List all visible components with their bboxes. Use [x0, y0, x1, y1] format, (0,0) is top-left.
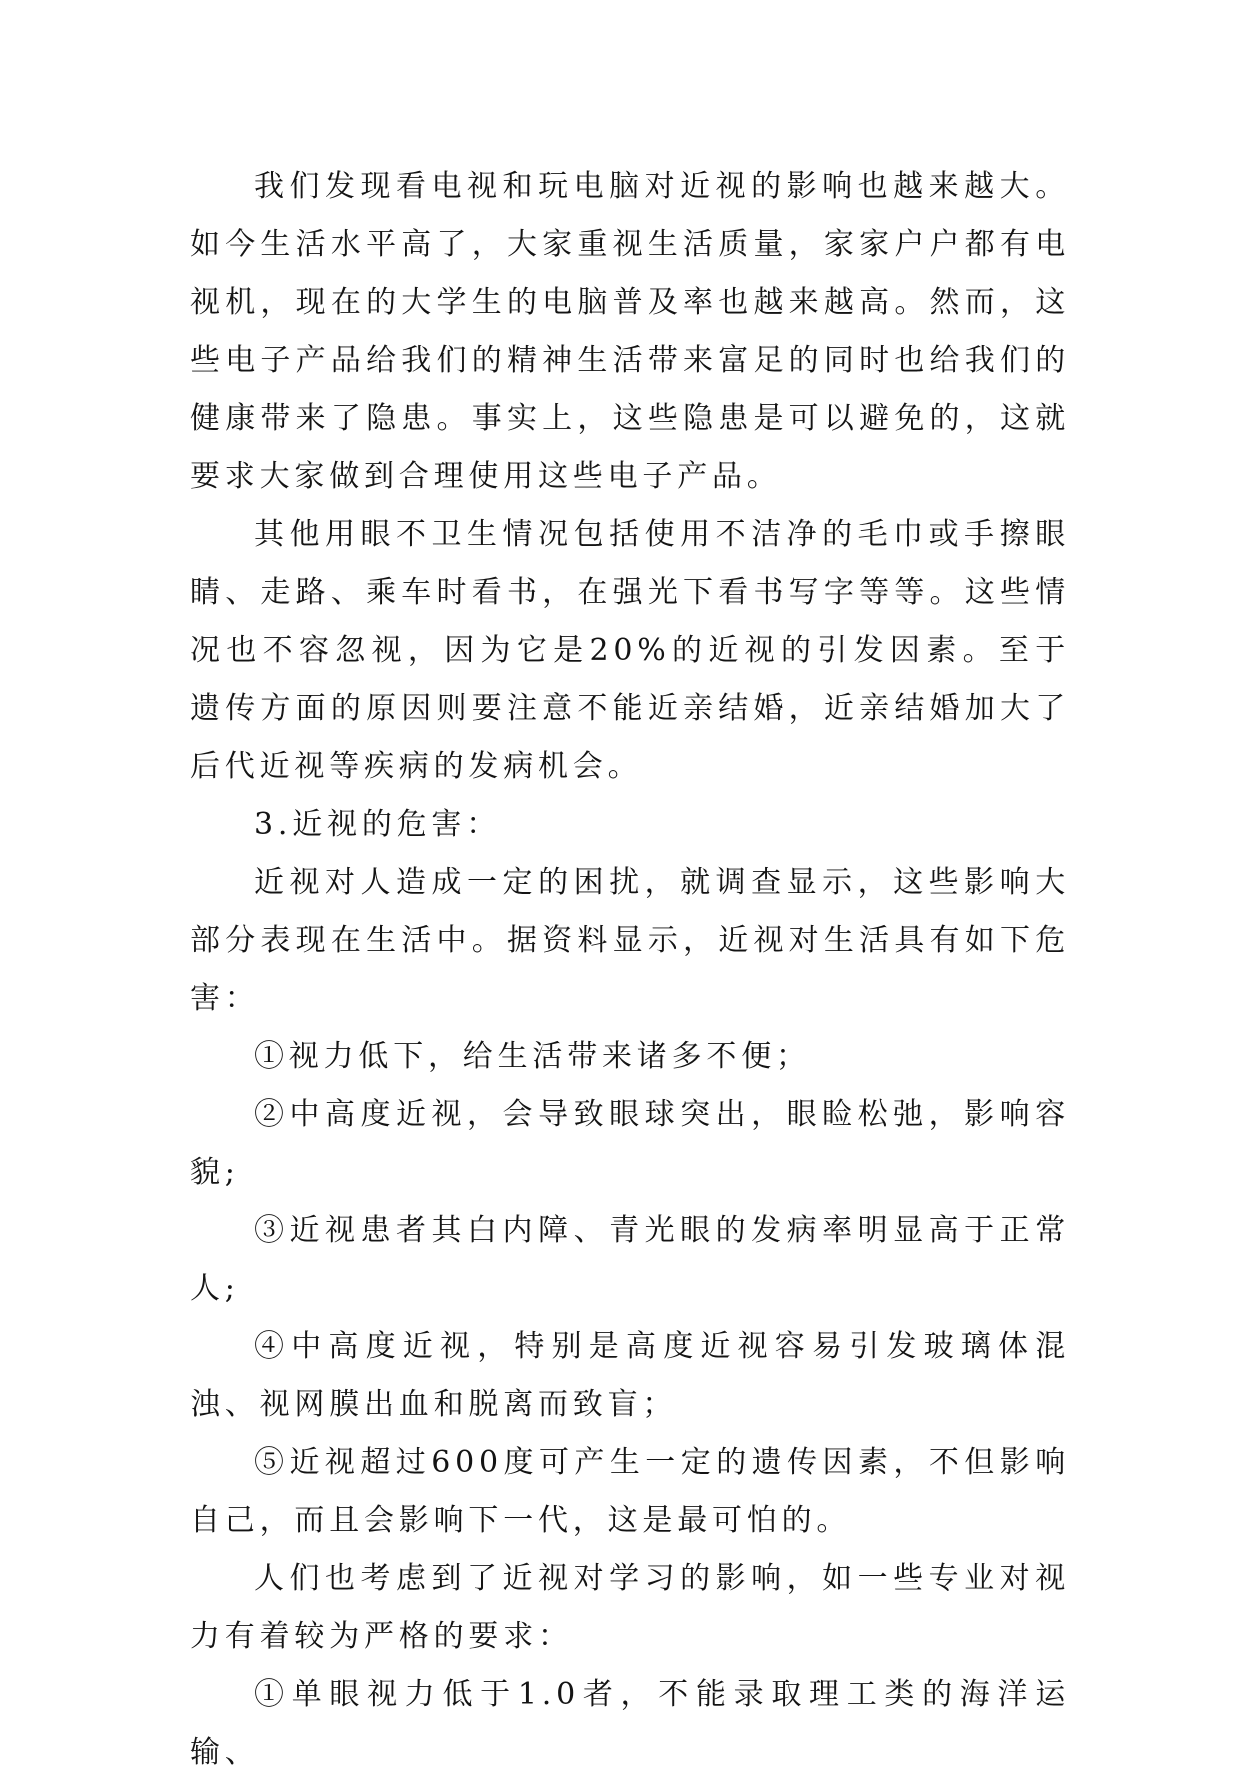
paragraph-eye-hygiene: 其他用眼不卫生情况包括使用不洁净的毛巾或手擦眼睛、走路、乘车时看书，在强光下看书写字等等。这些情况也不容忽视，因为它是20%的近视的引发因素。至于遗传方面的原因则要注意不能近亲结婚，近亲结婚加大了后代近视等疾病的发病机会。	[190, 517, 1070, 784]
paragraph-study-impact: 人们也考虑到了近视对学习的影响，如一些专业对视力有着较为严格的要求：	[190, 1561, 1070, 1654]
section-heading-myopia-harm: 3.近视的危害：	[254, 807, 502, 842]
list-item-harm-5: ⑤近视超过600度可产生一定的遗传因素，不但影响自己，而且会影响下一代，这是最可怕的。	[190, 1445, 1070, 1538]
list-item-harm-4: ④中高度近视，特别是高度近视容易引发玻璃体混浊、视网膜出血和脱离而致盲；	[190, 1329, 1070, 1422]
document-body	[190, 158, 1070, 1782]
paragraph-screen-media: 我们发现看电视和玩电脑对近视的影响也越来越大。如今生活水平高了，大家重视生活质量，家家户户都有电视机，现在的大学生的电脑普及率也越来越高。然而，这些电子产品给我们的精神生活带来富足的同时也给我们的健康带来了隐患。事实上，这些隐患是可以避免的，这就要求大家做到合理使用这些电子产品。	[190, 169, 1070, 494]
list-item-harm-3: ③近视患者其白内障、青光眼的发病率明显高于正常人;	[190, 1213, 1070, 1306]
list-item-harm-1: ①视力低下，给生活带来诸多不便；	[254, 1039, 811, 1074]
paragraph-harm-intro: 近视对人造成一定的困扰，就调查显示，这些影响大部分表现在生活中。据资料显示，近视对生活具有如下危害：	[190, 865, 1070, 1016]
list-item-harm-2: ②中高度近视，会导致眼球突出，眼睑松弛，影响容貌;	[190, 1097, 1070, 1190]
list-item-requirement-1: ①单眼视力低于1.0者，不能录取理工类的海洋运输、	[190, 1677, 1070, 1770]
